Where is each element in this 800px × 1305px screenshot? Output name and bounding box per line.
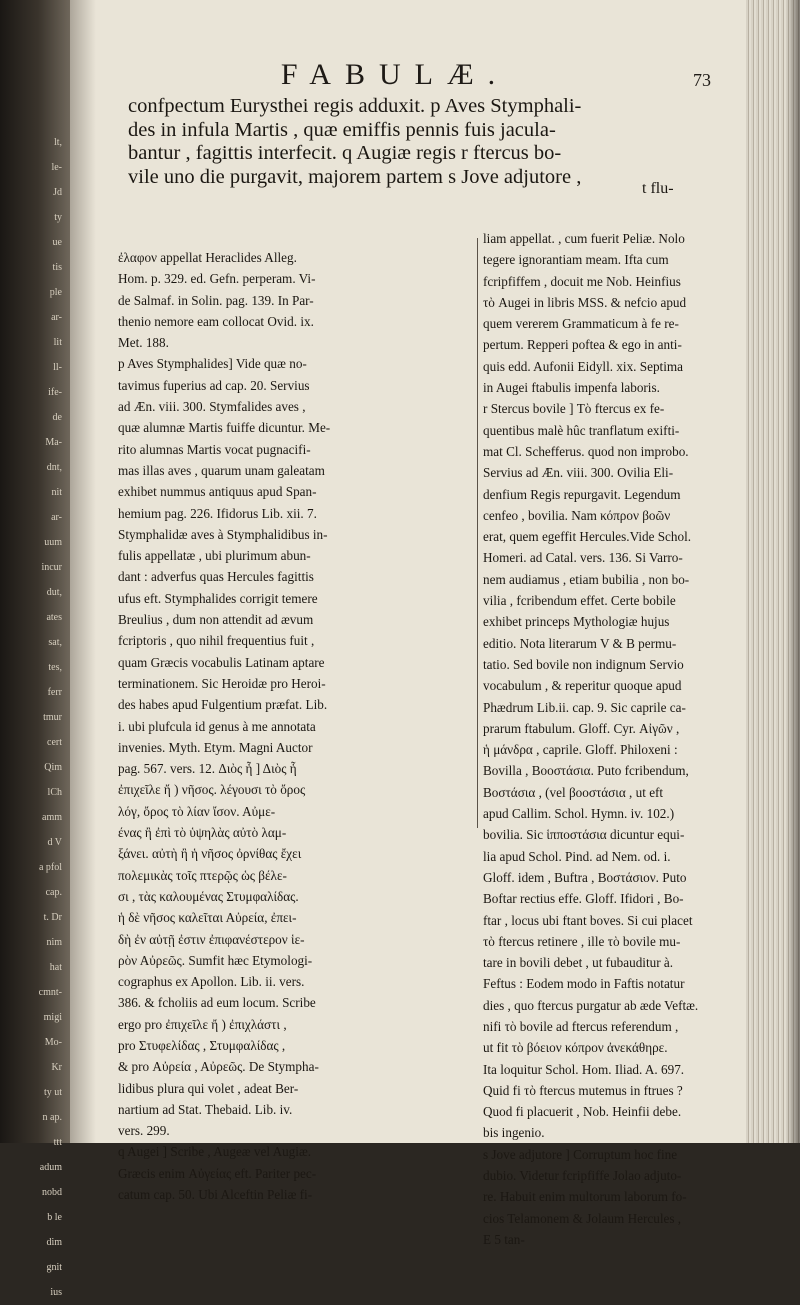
right-notes-column [483, 228, 746, 1250]
edge-fragment: tis [52, 262, 62, 273]
edge-fragment: gnit [46, 1262, 62, 1273]
note-line: tare in bovili debet , ut fubauditur à. [483, 955, 674, 971]
note-line: Homeri. ad Catal. vers. 136. Si Varro- [483, 550, 683, 566]
note-line: mas illas aves , quarum unam galeatam [118, 462, 325, 478]
main-text [128, 95, 728, 189]
note-line: p Aves Stymphalides] Vide quæ no- [118, 356, 307, 372]
edge-fragment: cmnt- [38, 987, 62, 998]
edge-fragment: ttt [53, 1137, 62, 1148]
left-edge-text [6, 130, 62, 1305]
edge-fragment: Qim [44, 762, 62, 773]
edge-fragment: ar- [51, 312, 62, 323]
edge-fragment: Kr [51, 1062, 62, 1073]
edge-fragment: lit [53, 337, 62, 348]
note-line: prarum ftabulum. Gloff. Cyr. Αἰγῶν , [483, 720, 680, 736]
edge-fragment: adum [39, 1162, 62, 1173]
note-line: tegere ignorantiam meam. Ifta cum [483, 252, 669, 268]
note-line: E 5 tan- [483, 1231, 525, 1247]
edge-fragment: cert [47, 737, 62, 748]
note-line: πολεμικὰς τοῖς πτερῷς ὡς βέλε- [118, 867, 287, 883]
note-line: ἐπιχεῖλε ἤ ) νῆσος. λέγουσι τὸ ὄρος [118, 782, 306, 798]
note-line: ρὸν Αὐρεῶς. Sumfit hæc Etymologi- [118, 952, 313, 968]
note-line: 386. & fcholiis ad eum locum. Scribe [118, 995, 316, 1011]
edge-fragment: dim [46, 1237, 62, 1248]
edge-fragment: sat, [48, 637, 62, 648]
note-line: exhibet princeps Mythologiæ hujus [483, 614, 670, 630]
edge-fragment: migi [43, 1012, 62, 1023]
note-line: Servius ad Æn. viii. 300. Ovilia Eli- [483, 465, 674, 481]
note-line: liam appellat. , cum fuerit Peliæ. Nolo [483, 231, 685, 246]
edge-fragment: ty ut [43, 1087, 62, 1098]
note-line: λόγ, ὄρος τὸ λίαν ἴσον. Αὐμε- [118, 803, 276, 819]
note-line: Feftus : Eodem modo in Faftis notatur [483, 976, 685, 992]
note-line: ufus eft. Stymphalides corrigit temere [118, 590, 318, 606]
column-divider [477, 238, 478, 828]
edge-fragment: nim [46, 937, 62, 948]
note-line: r Stercus bovile ] Τὸ ftercus ex fe- [483, 401, 665, 417]
note-line: apud Callim. Schol. Hymn. iv. 102.) [483, 806, 675, 822]
edge-fragment: dut, [46, 587, 62, 598]
note-line: i. ubi plufcula id genus à me annotata [118, 718, 316, 734]
note-line: lidibus plura qui volet , adeat Ber- [118, 1080, 299, 1096]
edge-fragment: ates [46, 612, 62, 623]
edge-fragment: ius [50, 1287, 62, 1298]
edge-fragment: t. Dr [43, 912, 62, 923]
note-line: quis edd. Aufonii Eidyll. xix. Septima [483, 358, 684, 374]
note-line: Stymphalidæ aves à Stymphalidibus in- [118, 526, 328, 542]
edge-fragment: d V [47, 837, 62, 848]
edge-fragment: Mo- [44, 1037, 62, 1048]
note-line: fcripfiffem , docuit me Nob. Heinfius [483, 273, 681, 289]
gutter-shadow [70, 0, 96, 1143]
note-line: editio. Nota literarum V & B permu- [483, 635, 677, 651]
note-line: fulis appellatæ , ubi plurimum abun- [118, 548, 311, 564]
note-line: nartium ad Stat. Thebaid. Lib. iv. [118, 1101, 293, 1117]
note-line: rito alumnas Martis vocat pugnacifi- [118, 441, 311, 457]
note-line: tatio. Sed bovile non indignum Servio [483, 656, 684, 672]
edge-fragment: b le [47, 1212, 62, 1223]
left-book-cover [0, 0, 70, 1298]
note-line: σι , τὰς καλουμένας Στυμφαλίδας. [118, 888, 299, 904]
note-line: invenies. Myth. Etym. Magni Auctor [118, 739, 313, 755]
edge-fragment: dnt, [46, 462, 62, 473]
note-line: quem vererem Grammaticum à fe re- [483, 316, 679, 332]
edge-fragment: lCh [47, 787, 62, 798]
edge-fragment: ty [54, 212, 62, 223]
note-line: cenfeo , bovilia. Nam κόπρον βοῶν [483, 507, 671, 523]
note-line: q Augei ] Scribe , Augeæ vel Augiæ. [118, 1144, 312, 1160]
note-line: mat Cl. Schefferus. quod non improbo. [483, 443, 689, 459]
note-line: denfium Regis repurgavit. Legendum [483, 486, 681, 502]
note-line: nifi τὸ bovile ad ftercus referendum , [483, 1018, 679, 1034]
note-line: δὴ ἐν αὐτῇ ἐστιν ἐπιφανέστερον ἱε- [118, 931, 305, 947]
note-line: quam Græcis vocabulis Latinam aptare [118, 654, 325, 670]
note-line: vilia , fcribendum effet. Certe bobile [483, 593, 676, 609]
note-line: Græcis enim Αὐγείας eft. Pariter pec- [118, 1165, 317, 1181]
note-line: catum cap. 50. Ubi Alceftin Peliæ fi- [118, 1187, 313, 1203]
note-line: dant : adverfus quas Hercules fagittis [118, 569, 314, 585]
note-line: re. Habuit enim multorum laborum fo- [483, 1189, 687, 1205]
note-line: cios Telamonem & Jolaum Hercules , [483, 1210, 682, 1226]
edge-fragment: nit [51, 487, 62, 498]
note-line: Ita loquitur Schol. Hom. Iliad. A. 697. [483, 1061, 685, 1077]
note-line: Met. 188. [118, 335, 169, 351]
note-line: vers. 299. [118, 1123, 170, 1139]
page-edges [746, 0, 800, 1143]
note-line: terminationem. Sic Heroidæ pro Heroi- [118, 675, 326, 691]
main-text-line: bantur , fagittis interfecit. q Augiæ regis r ftercus bo- [128, 142, 562, 164]
edge-fragment: ar- [51, 512, 62, 523]
note-line: quæ alumnæ Martis fuiffe dicuntur. Me- [118, 420, 331, 436]
note-line: ξάνει. αὐτὴ ἢ ἡ νῆσος ὀρνίθας ἔχει [118, 846, 302, 862]
edge-fragment: ple [49, 287, 62, 298]
note-line: erat, quem egeffit Hercules.Vide Schol. [483, 529, 692, 545]
edge-fragment: a pfol [38, 862, 62, 873]
edge-fragment: ife- [48, 387, 62, 398]
note-line: hemium pag. 226. Ifidorus Lib. xii. 7. [118, 505, 317, 521]
note-line: thenio nemore eam collocat Ovid. ix. [118, 313, 314, 329]
edge-fragment: hat [49, 962, 62, 973]
note-line: ergo pro ἐπιχεῖλε ἤ ) ἐπιχλάστι , [118, 1016, 287, 1032]
note-line: Bovilla , Βοοστάσια. Puto fcribendum, [483, 763, 689, 779]
edge-fragment: tmur [43, 712, 62, 723]
edge-fragment: amm [42, 812, 62, 823]
note-line: ἡ μάνδρα , caprile. Gloff. Philoxeni : [483, 742, 678, 758]
note-line: pro Στυφελίδας , Στυμφαλίδας , [118, 1037, 286, 1053]
note-line: ένας ἢ ἐπὶ τὸ ὑψηλὰς αὐτὸ λαμ- [118, 825, 287, 841]
note-line: in Augei ftabulis impenfa laboris. [483, 380, 660, 396]
note-line: tavimus fuperius ad cap. 20. Servius [118, 377, 310, 393]
edge-fragment: n ap. [42, 1112, 62, 1123]
note-line: dubio. Videtur fcripfiffe Jolao adjuto- [483, 1168, 682, 1184]
note-line: ad Æn. viii. 300. Stymfalides aves , [118, 399, 306, 415]
main-text-line: confpectum Eurysthei regis adduxit. p Aves Stymphali- [128, 95, 582, 117]
edge-fragment: Jd [53, 187, 62, 198]
note-line: pertum. Repperi poftea & ego in anti- [483, 337, 682, 353]
note-line: Quod fi placuerit , Nob. Heinfii debe. [483, 1104, 682, 1120]
edge-fragment: incur [41, 562, 62, 573]
main-text-line: des in infula Martis , quæ emiffis pennis fuis jacula- [128, 118, 556, 141]
note-line: ftar , locus ubi ftant boves. Si cui placet [483, 912, 693, 928]
note-line: ἐλαφον appellat Heraclides Alleg. [118, 250, 297, 265]
edge-fragment: le- [51, 162, 62, 173]
note-line: des habes apud Fulgentium præfat. Lib. [118, 697, 328, 713]
edge-fragment: ue [52, 237, 62, 248]
note-line: & pro Αὐρεία , Αὐρεῶς. De Stympha- [118, 1059, 319, 1075]
note-line: Gloff. idem , Buftra , Βοστάσιον. Puto [483, 869, 687, 885]
note-line: fcriptoris , quo nihil frequentius fuit , [118, 633, 315, 649]
note-line: nem audiamus , etiam bubilia , non bo- [483, 571, 690, 587]
note-line: s Jove adjutore ] Corruptum hoc fine [483, 1146, 678, 1162]
edge-fragment: ll- [53, 362, 62, 373]
note-line: Quid fi τὸ ftercus mutemus in ftrues ? [483, 1082, 683, 1098]
edge-fragment: tes, [48, 662, 62, 673]
edge-fragment: ferr [47, 687, 62, 698]
main-catchword: t flu- [642, 180, 674, 197]
main-text-line: vile uno die purgavit, majorem partem s Jove adjutore , [128, 165, 582, 188]
running-head: FABULÆ. [280, 58, 510, 91]
note-line: quentibus malè hûc tranflatum exifti- [483, 422, 680, 438]
note-line: τὸ Augei in libris MSS. & nefcio apud [483, 294, 687, 310]
note-line: Breulius , dum non attendit ad ævum [118, 612, 314, 628]
note-line: de Salmaf. in Solin. pag. 139. In Par- [118, 292, 314, 308]
edge-fragment: lt, [53, 137, 62, 148]
note-line: lia apud Schol. Pind. ad Nem. od. i. [483, 848, 671, 864]
note-line: Phædrum Lib.ii. cap. 9. Sic caprile ca- [483, 699, 686, 715]
note-line: vocabulum , & reperitur quoque apud [483, 678, 682, 694]
note-line: bis ingenio. [483, 1125, 545, 1141]
note-line: exhibet nummus antiquus apud Span- [118, 484, 317, 500]
note-line: Boftar rectius effe. Gloff. Ifidori , Bo- [483, 891, 684, 907]
note-line: Hom. p. 329. ed. Gefn. perperam. Vi- [118, 271, 316, 287]
note-line: cographus ex Apollon. Lib. ii. vers. [118, 974, 305, 990]
edge-fragment: cap. [45, 887, 62, 898]
note-line: bovilia. Sic ἱπποστάσια dicuntur equi- [483, 827, 685, 843]
left-notes-column [118, 247, 472, 1205]
edge-fragment: Ma- [45, 437, 62, 448]
note-line: τὸ ftercus retinere , ille τὸ bovile mu- [483, 933, 681, 949]
note-line: ἡ δὲ νῆσος καλεῖται Αὐρεία, ἐπει- [118, 910, 297, 926]
edge-fragment: nobd [42, 1187, 62, 1198]
edge-fragment: uum [44, 537, 62, 548]
note-line: dies , quo ftercus purgatur ab æde Veftæ. [483, 997, 699, 1013]
note-line: pag. 567. vers. 12. Διὸς ἦ ] Διὸς ἦ [118, 761, 297, 777]
note-line: ut fit τὸ βόειον κόπρον ἀνεκάθηρε. [483, 1040, 668, 1056]
page-number: 73 [693, 70, 711, 90]
note-line: Βοστάσια , (vel βοοστάσια , ut eft [483, 784, 664, 800]
edge-fragment: de [52, 412, 62, 423]
